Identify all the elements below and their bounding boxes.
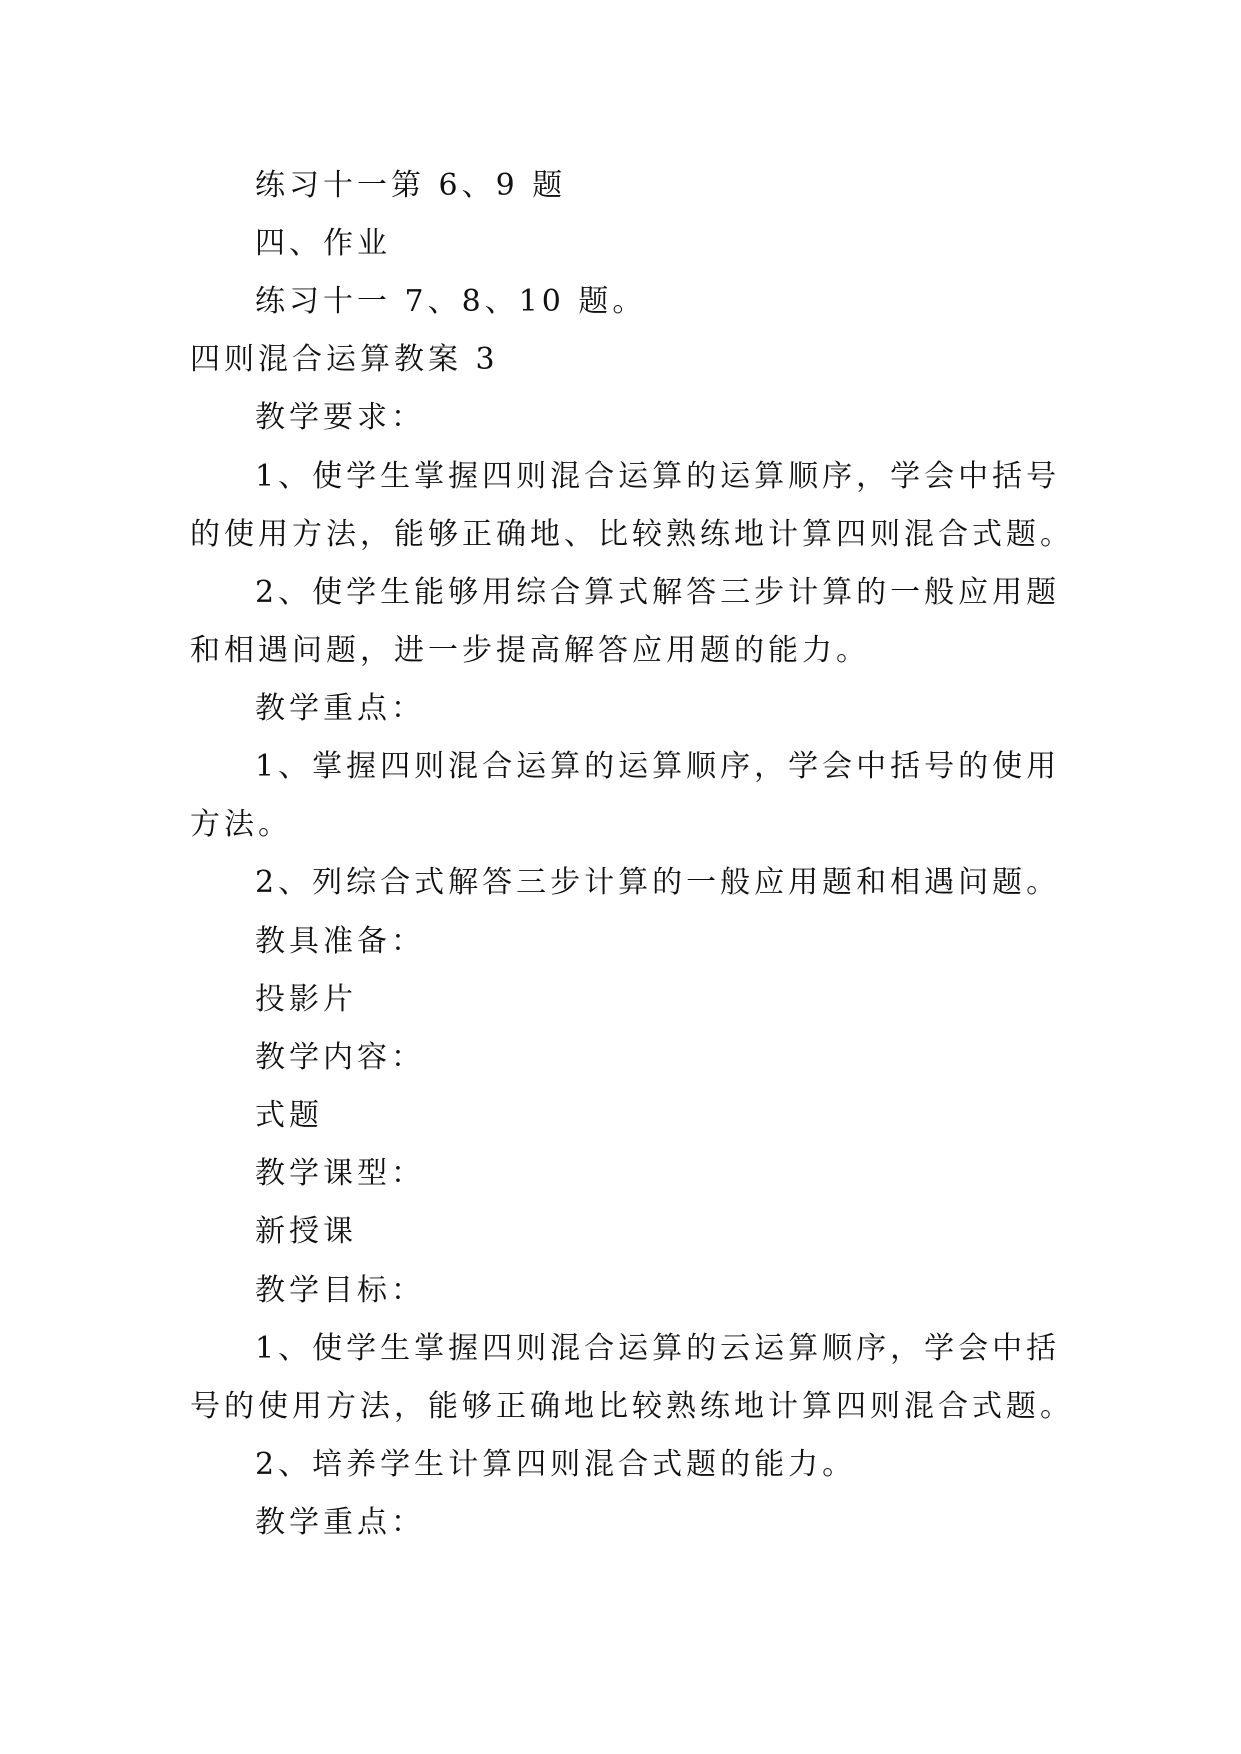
paragraph-line: 的使用方法，能够正确地、比较熟练地计算四则混合式题。 bbox=[190, 517, 1074, 552]
section-heading: 教学重点： bbox=[255, 1505, 425, 1540]
paragraph-line: 1、掌握四则混合运算的运算顺序，学会中括号的使用 bbox=[255, 749, 1061, 784]
text-line: 练习十一 7、8、10 题。 bbox=[255, 284, 647, 319]
text-line: 式题 bbox=[255, 1098, 323, 1133]
text-line: 投影片 bbox=[255, 982, 357, 1017]
paragraph-line: 1、使学生掌握四则混合运算的运算顺序，学会中括号 bbox=[255, 459, 1061, 494]
section-heading: 教具准备： bbox=[255, 924, 425, 959]
section-heading: 教学目标： bbox=[255, 1273, 425, 1308]
section-heading: 教学要求： bbox=[255, 400, 425, 435]
section-heading: 四、作业 bbox=[255, 226, 391, 261]
paragraph-line: 2、使学生能够用综合算式解答三步计算的一般应用题 bbox=[255, 575, 1061, 610]
document-title: 四则混合运算教案 3 bbox=[190, 342, 499, 377]
section-heading: 教学内容： bbox=[255, 1040, 425, 1075]
paragraph-line: 1、使学生掌握四则混合运算的云运算顺序，学会中括 bbox=[255, 1331, 1061, 1366]
paragraph-line: 和相遇问题，进一步提高解答应用题的能力。 bbox=[190, 633, 870, 668]
paragraph-line: 2、列综合式解答三步计算的一般应用题和相遇问题。 bbox=[255, 865, 1061, 900]
section-heading: 教学重点： bbox=[255, 691, 425, 726]
paragraph-line: 号的使用方法，能够正确地比较熟练地计算四则混合式题。 bbox=[190, 1389, 1074, 1424]
section-heading: 教学课型： bbox=[255, 1156, 425, 1191]
text-line: 新授课 bbox=[255, 1214, 357, 1249]
text-line: 练习十一第 6、9 题 bbox=[255, 168, 567, 203]
paragraph-line: 方法。 bbox=[190, 807, 292, 842]
paragraph-line: 2、培养学生计算四则混合式题的能力。 bbox=[255, 1447, 857, 1482]
